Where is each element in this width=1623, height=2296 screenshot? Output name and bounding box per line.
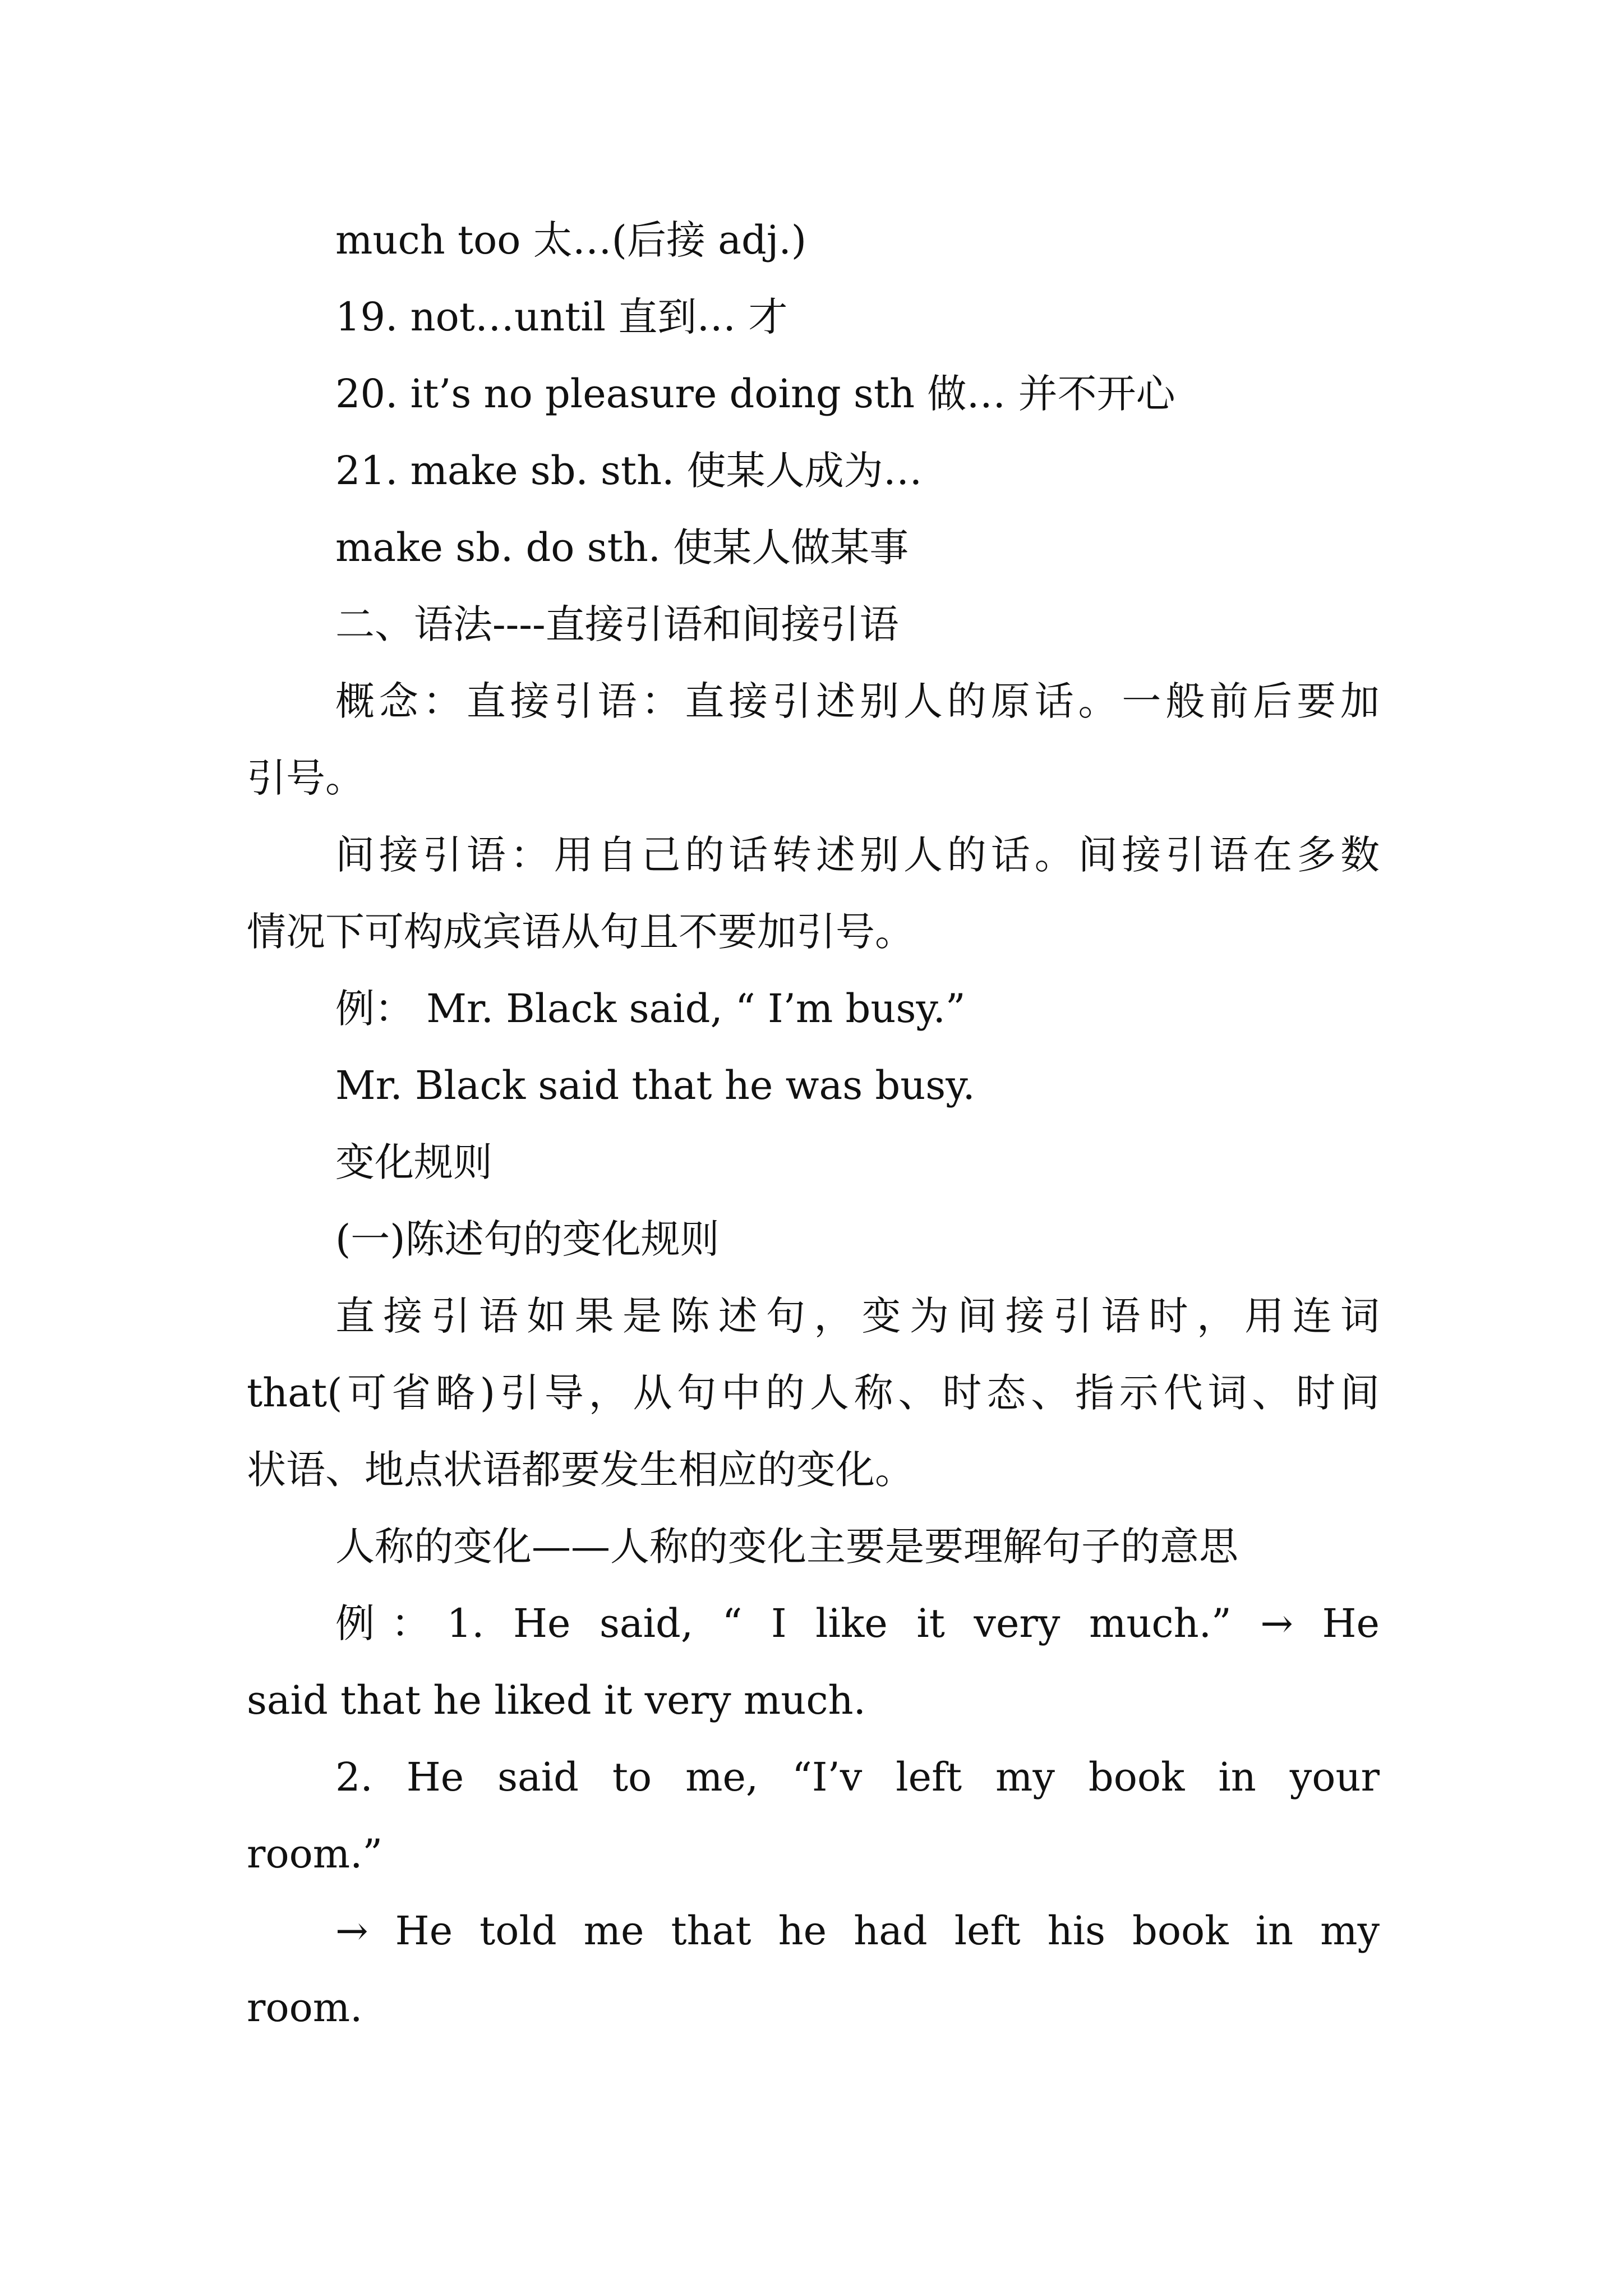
subheading-rules: 变化规则 bbox=[335, 1139, 492, 1185]
example-indirect: Mr. Black said that he was busy. bbox=[335, 1062, 975, 1108]
text-line-indirect: 间接引语：用自己的话转述别人的话。间接引语在多数 bbox=[335, 832, 1380, 878]
example-2-cont: room.” bbox=[247, 1831, 383, 1877]
text-line-person-change: 人称的变化——人称的变化主要是要理解句子的意思 bbox=[335, 1524, 1238, 1570]
text-line-make-sb-do: make sb. do sth. 使某人做某事 bbox=[335, 524, 909, 570]
subheading-statement-rules: (一)陈述句的变化规则 bbox=[335, 1216, 720, 1262]
text-line-20: 20. it’s no pleasure doing sth 做… 并不开心 bbox=[335, 371, 1175, 417]
text-line-concept: 概念：直接引语：直接引述别人的原话。一般前后要加 bbox=[335, 678, 1380, 724]
text-line-indirect-cont: 情况下可构成宾语从句且不要加引号。 bbox=[247, 909, 914, 955]
text-line-19: 19. not…until 直到… 才 bbox=[335, 294, 788, 340]
example-2: 2. He said to me, “I’v left my book in your bbox=[335, 1754, 1380, 1800]
text-line-concept-cont: 引号。 bbox=[247, 755, 365, 801]
text-line-much-too: much too 太…(后接 adj.) bbox=[335, 217, 807, 263]
document-page bbox=[247, 202, 1380, 2046]
example-2-result: → He told me that he had left his book in my bbox=[335, 1908, 1380, 1954]
example-1-cont: said that he liked it very much. bbox=[247, 1677, 866, 1723]
text-line-statement-cont1: that(可省略)引导，从句中的人称、时态、指示代词、时间 bbox=[247, 1370, 1380, 1416]
section-heading-grammar: 二、语法----直接引语和间接引语 bbox=[335, 601, 899, 647]
example-2-result-cont: room. bbox=[247, 1985, 363, 2031]
example-direct: 例： Mr. Black said, “ I’m busy.” bbox=[335, 986, 966, 1032]
text-line-statement: 直接引语如果是陈述句，变为间接引语时，用连词 bbox=[335, 1293, 1380, 1339]
text-line-statement-cont2: 状语、地点状语都要发生相应的变化。 bbox=[247, 1447, 914, 1493]
example-1: 例：1. He said, “ I like it very much.” → He bbox=[335, 1600, 1380, 1646]
text-line-21: 21. make sb. sth. 使某人成为… bbox=[335, 448, 923, 494]
